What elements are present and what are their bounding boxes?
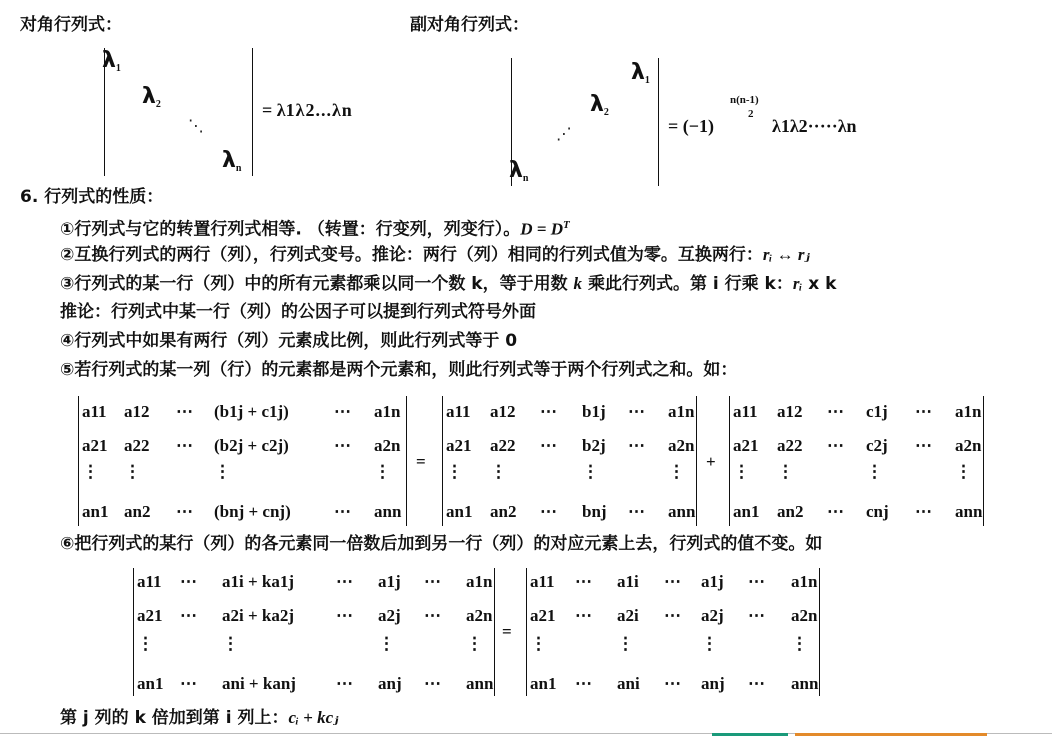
matrix-cell: a21 bbox=[137, 606, 163, 625]
matrix-cell: ani bbox=[617, 674, 640, 693]
exponent-numerator: n(n-1) bbox=[730, 94, 759, 106]
det-left-bar bbox=[78, 396, 79, 526]
matrix-cell: a12 bbox=[777, 402, 803, 421]
equals-sign: = bbox=[416, 452, 426, 471]
matrix-cell: ⋮ bbox=[466, 634, 483, 653]
matrix-cell: ⋯ bbox=[664, 572, 681, 591]
lambda-n: $\lambda_n$ bbox=[222, 148, 242, 174]
matrix-cell: a1j bbox=[378, 572, 401, 591]
matrix-cell: ⋮ bbox=[378, 634, 395, 653]
matrix-cell: an1 bbox=[530, 674, 557, 693]
matrix-cell: ⋮ bbox=[777, 462, 794, 481]
matrix-cell: ⋯ bbox=[915, 402, 932, 421]
matrix-cell: a2n bbox=[466, 606, 493, 625]
matrix-cell: ⋯ bbox=[628, 402, 645, 421]
matrix-cell: (bnj + cnj) bbox=[214, 502, 291, 521]
matrix-cell: a2j bbox=[378, 606, 401, 625]
matrix-cell: a11 bbox=[82, 402, 107, 421]
matrix-cell: anj bbox=[378, 674, 402, 693]
matrix-cell: a11 bbox=[733, 402, 758, 421]
matrix-cell: an2 bbox=[777, 502, 804, 521]
matrix-cell: ⋯ bbox=[664, 606, 681, 625]
matrix-cell: ⋯ bbox=[540, 436, 557, 455]
matrix-cell: a1n bbox=[466, 572, 493, 591]
matrix-cell: a22 bbox=[777, 436, 803, 455]
property-1: ①行列式与它的转置行列式相等. （转置：行变列，列变行）。$D = D^T$ bbox=[60, 219, 570, 240]
accent-bar-orange bbox=[795, 733, 987, 736]
matrix-cell: ann bbox=[466, 674, 494, 693]
matrix-cell: ⋮ bbox=[530, 634, 547, 653]
matrix-cell: a12 bbox=[490, 402, 516, 421]
det-right-bar bbox=[983, 396, 984, 526]
matrix-cell: ⋯ bbox=[424, 674, 441, 693]
matrix-cell: a2n bbox=[668, 436, 695, 455]
matrix-cell: ⋮ bbox=[214, 462, 231, 481]
matrix-cell: a21 bbox=[82, 436, 108, 455]
matrix-cell: a2n bbox=[791, 606, 818, 625]
matrix-cell: ⋯ bbox=[628, 436, 645, 455]
matrix-cell: a21 bbox=[733, 436, 759, 455]
matrix-cell: a1n bbox=[374, 402, 401, 421]
matrix-cell: a11 bbox=[530, 572, 555, 591]
matrix-cell: ⋯ bbox=[827, 402, 844, 421]
lambda-2: $\lambda_2$ bbox=[590, 92, 609, 118]
matrix-cell: ⋯ bbox=[575, 674, 592, 693]
matrix-cell: a2j bbox=[701, 606, 724, 625]
matrix-cell: c1j bbox=[866, 402, 888, 421]
matrix-cell: ⋯ bbox=[334, 436, 351, 455]
matrix-cell: ann bbox=[374, 502, 402, 521]
matrix-cell: ⋯ bbox=[915, 436, 932, 455]
property-6: ⑥把行列式的某行（列）的各元素同一倍数后加到另一行（列）的对应元素上去，行列式的值不变。如 bbox=[60, 534, 823, 554]
matrix-cell: ⋮ bbox=[617, 634, 634, 653]
anti-diagonal-result-lhs: = (−1) bbox=[668, 116, 715, 136]
property-6-note: 第 j 列的 k 倍加到第 i 列上：cᵢ + kcⱼ bbox=[60, 708, 339, 728]
matrix-cell: a1i bbox=[617, 572, 639, 591]
det-right-bar bbox=[406, 396, 407, 526]
matrix-cell: ⋯ bbox=[424, 606, 441, 625]
matrix-cell: ⋯ bbox=[748, 674, 765, 693]
det-left-bar bbox=[133, 568, 134, 696]
matrix-cell: ⋯ bbox=[664, 674, 681, 693]
lambda-2: $\lambda_2$ bbox=[142, 84, 161, 110]
det-left-bar bbox=[526, 568, 527, 696]
matrix-cell: a21 bbox=[446, 436, 472, 455]
matrix-cell: bnj bbox=[582, 502, 607, 521]
matrix-cell: ⋯ bbox=[336, 606, 353, 625]
accent-bar-green bbox=[712, 733, 788, 736]
matrix-cell: ann bbox=[955, 502, 983, 521]
property-3: ③行列式的某一行（列）中的所有元素都乘以同一个数 k，等于用数 k 乘此行列式。第 i 行乘 k：rᵢ x k bbox=[60, 274, 837, 294]
matrix-cell: ⋯ bbox=[575, 572, 592, 591]
det-left-bar bbox=[729, 396, 730, 526]
matrix-cell: ⋯ bbox=[336, 674, 353, 693]
matrix-cell: ⋮ bbox=[733, 462, 750, 481]
matrix-cell: a11 bbox=[137, 572, 162, 591]
matrix-cell: (b2j + c2j) bbox=[214, 436, 289, 455]
matrix-cell: ⋯ bbox=[424, 572, 441, 591]
matrix-cell: ⋮ bbox=[668, 462, 685, 481]
exponent-denominator: 2 bbox=[748, 108, 754, 120]
matrix-cell: a1j bbox=[701, 572, 724, 591]
matrix-cell: ⋯ bbox=[180, 606, 197, 625]
matrix-cell: b1j bbox=[582, 402, 606, 421]
matrix-cell: anj bbox=[701, 674, 725, 693]
matrix-cell: ⋯ bbox=[540, 402, 557, 421]
matrix-cell: (b1j + c1j) bbox=[214, 402, 289, 421]
lambda-1: $\lambda_1$ bbox=[102, 48, 121, 74]
matrix-cell: a1n bbox=[791, 572, 818, 591]
matrix-cell: ⋯ bbox=[827, 502, 844, 521]
matrix-cell: ⋯ bbox=[334, 502, 351, 521]
matrix-cell: a12 bbox=[124, 402, 150, 421]
matrix-cell: ⋮ bbox=[82, 462, 99, 481]
matrix-cell: an1 bbox=[733, 502, 760, 521]
matrix-cell: ⋮ bbox=[866, 462, 883, 481]
matrix-cell: ⋯ bbox=[336, 572, 353, 591]
det-right-bar bbox=[819, 568, 820, 696]
matrix-cell: ⋮ bbox=[446, 462, 463, 481]
matrix-cell: ⋯ bbox=[827, 436, 844, 455]
diagonal-dots: ⋱ bbox=[188, 116, 204, 135]
matrix-cell: ⋯ bbox=[176, 402, 193, 421]
heading-anti-diagonal-determinant: 副对角行列式： bbox=[410, 15, 529, 35]
property-2: ②互换行列式的两行（列），行列式变号。推论：两行（列）相同的行列式值为零。互换两行：rᵢ ↔ rⱼ bbox=[60, 245, 810, 265]
property-3-corollary: 推论：行列式中某一行（列）的公因子可以提到行列式符号外面 bbox=[60, 302, 536, 322]
matrix-cell: ⋮ bbox=[374, 462, 391, 481]
matrix-cell: ⋯ bbox=[334, 402, 351, 421]
det-right-bar bbox=[658, 58, 659, 186]
matrix-cell: a2n bbox=[374, 436, 401, 455]
matrix-cell: a22 bbox=[490, 436, 516, 455]
matrix-cell: a1n bbox=[668, 402, 695, 421]
plus-sign: + bbox=[706, 452, 716, 471]
heading-diagonal-determinant: 对角行列式： bbox=[20, 15, 122, 35]
matrix-cell: ann bbox=[791, 674, 819, 693]
matrix-cell: b2j bbox=[582, 436, 606, 455]
det-right-bar bbox=[494, 568, 495, 696]
matrix-cell: an1 bbox=[446, 502, 473, 521]
matrix-cell: an1 bbox=[137, 674, 164, 693]
matrix-cell: ⋯ bbox=[915, 502, 932, 521]
matrix-cell: ann bbox=[668, 502, 696, 521]
matrix-cell: ⋮ bbox=[490, 462, 507, 481]
matrix-cell: ⋯ bbox=[748, 572, 765, 591]
matrix-cell: a21 bbox=[530, 606, 556, 625]
matrix-cell: ani + kanj bbox=[222, 674, 296, 693]
matrix-cell: cnj bbox=[866, 502, 889, 521]
matrix-cell: a1i + ka1j bbox=[222, 572, 295, 591]
anti-diagonal-dots: ⋰ bbox=[556, 124, 572, 143]
matrix-cell: a1n bbox=[955, 402, 982, 421]
matrix-cell: ⋯ bbox=[180, 674, 197, 693]
det-right-bar bbox=[696, 396, 697, 526]
matrix-cell: a2i + ka2j bbox=[222, 606, 295, 625]
matrix-cell: c2j bbox=[866, 436, 888, 455]
det-left-bar bbox=[442, 396, 443, 526]
det-right-bar bbox=[252, 48, 253, 176]
equals-sign: = bbox=[502, 622, 512, 641]
matrix-cell: an1 bbox=[82, 502, 109, 521]
matrix-cell: a2i bbox=[617, 606, 639, 625]
matrix-cell: ⋯ bbox=[540, 502, 557, 521]
lambda-n: $\lambda_n$ bbox=[509, 158, 529, 184]
matrix-cell: ⋮ bbox=[124, 462, 141, 481]
matrix-cell: ⋯ bbox=[176, 502, 193, 521]
matrix-cell: a2n bbox=[955, 436, 982, 455]
matrix-cell: ⋮ bbox=[222, 634, 239, 653]
matrix-cell: ⋯ bbox=[180, 572, 197, 591]
matrix-cell: an2 bbox=[124, 502, 151, 521]
property-4: ④行列式中如果有两行（列）元素成比例，则此行列式等于 0 bbox=[60, 331, 518, 351]
matrix-cell: ⋯ bbox=[628, 502, 645, 521]
matrix-cell: ⋯ bbox=[575, 606, 592, 625]
matrix-cell: ⋮ bbox=[955, 462, 972, 481]
matrix-cell: a11 bbox=[446, 402, 471, 421]
matrix-cell: ⋯ bbox=[176, 436, 193, 455]
diagonal-result: = λ1λ2...λn bbox=[262, 100, 353, 120]
anti-diagonal-result-rhs: λ1λ2·····λn bbox=[772, 116, 857, 136]
matrix-cell: ⋮ bbox=[791, 634, 808, 653]
matrix-cell: ⋮ bbox=[137, 634, 154, 653]
lambda-1: $\lambda_1$ bbox=[631, 60, 650, 86]
section-title: 6. 行列式的性质： bbox=[20, 187, 164, 207]
matrix-cell: ⋮ bbox=[582, 462, 599, 481]
matrix-cell: a22 bbox=[124, 436, 150, 455]
matrix-cell: an2 bbox=[490, 502, 517, 521]
property-5: ⑤若行列式的某一列（行）的元素都是两个元素和，则此行列式等于两个行列式之和。如： bbox=[60, 360, 738, 380]
matrix-cell: ⋮ bbox=[701, 634, 718, 653]
matrix-cell: ⋯ bbox=[748, 606, 765, 625]
